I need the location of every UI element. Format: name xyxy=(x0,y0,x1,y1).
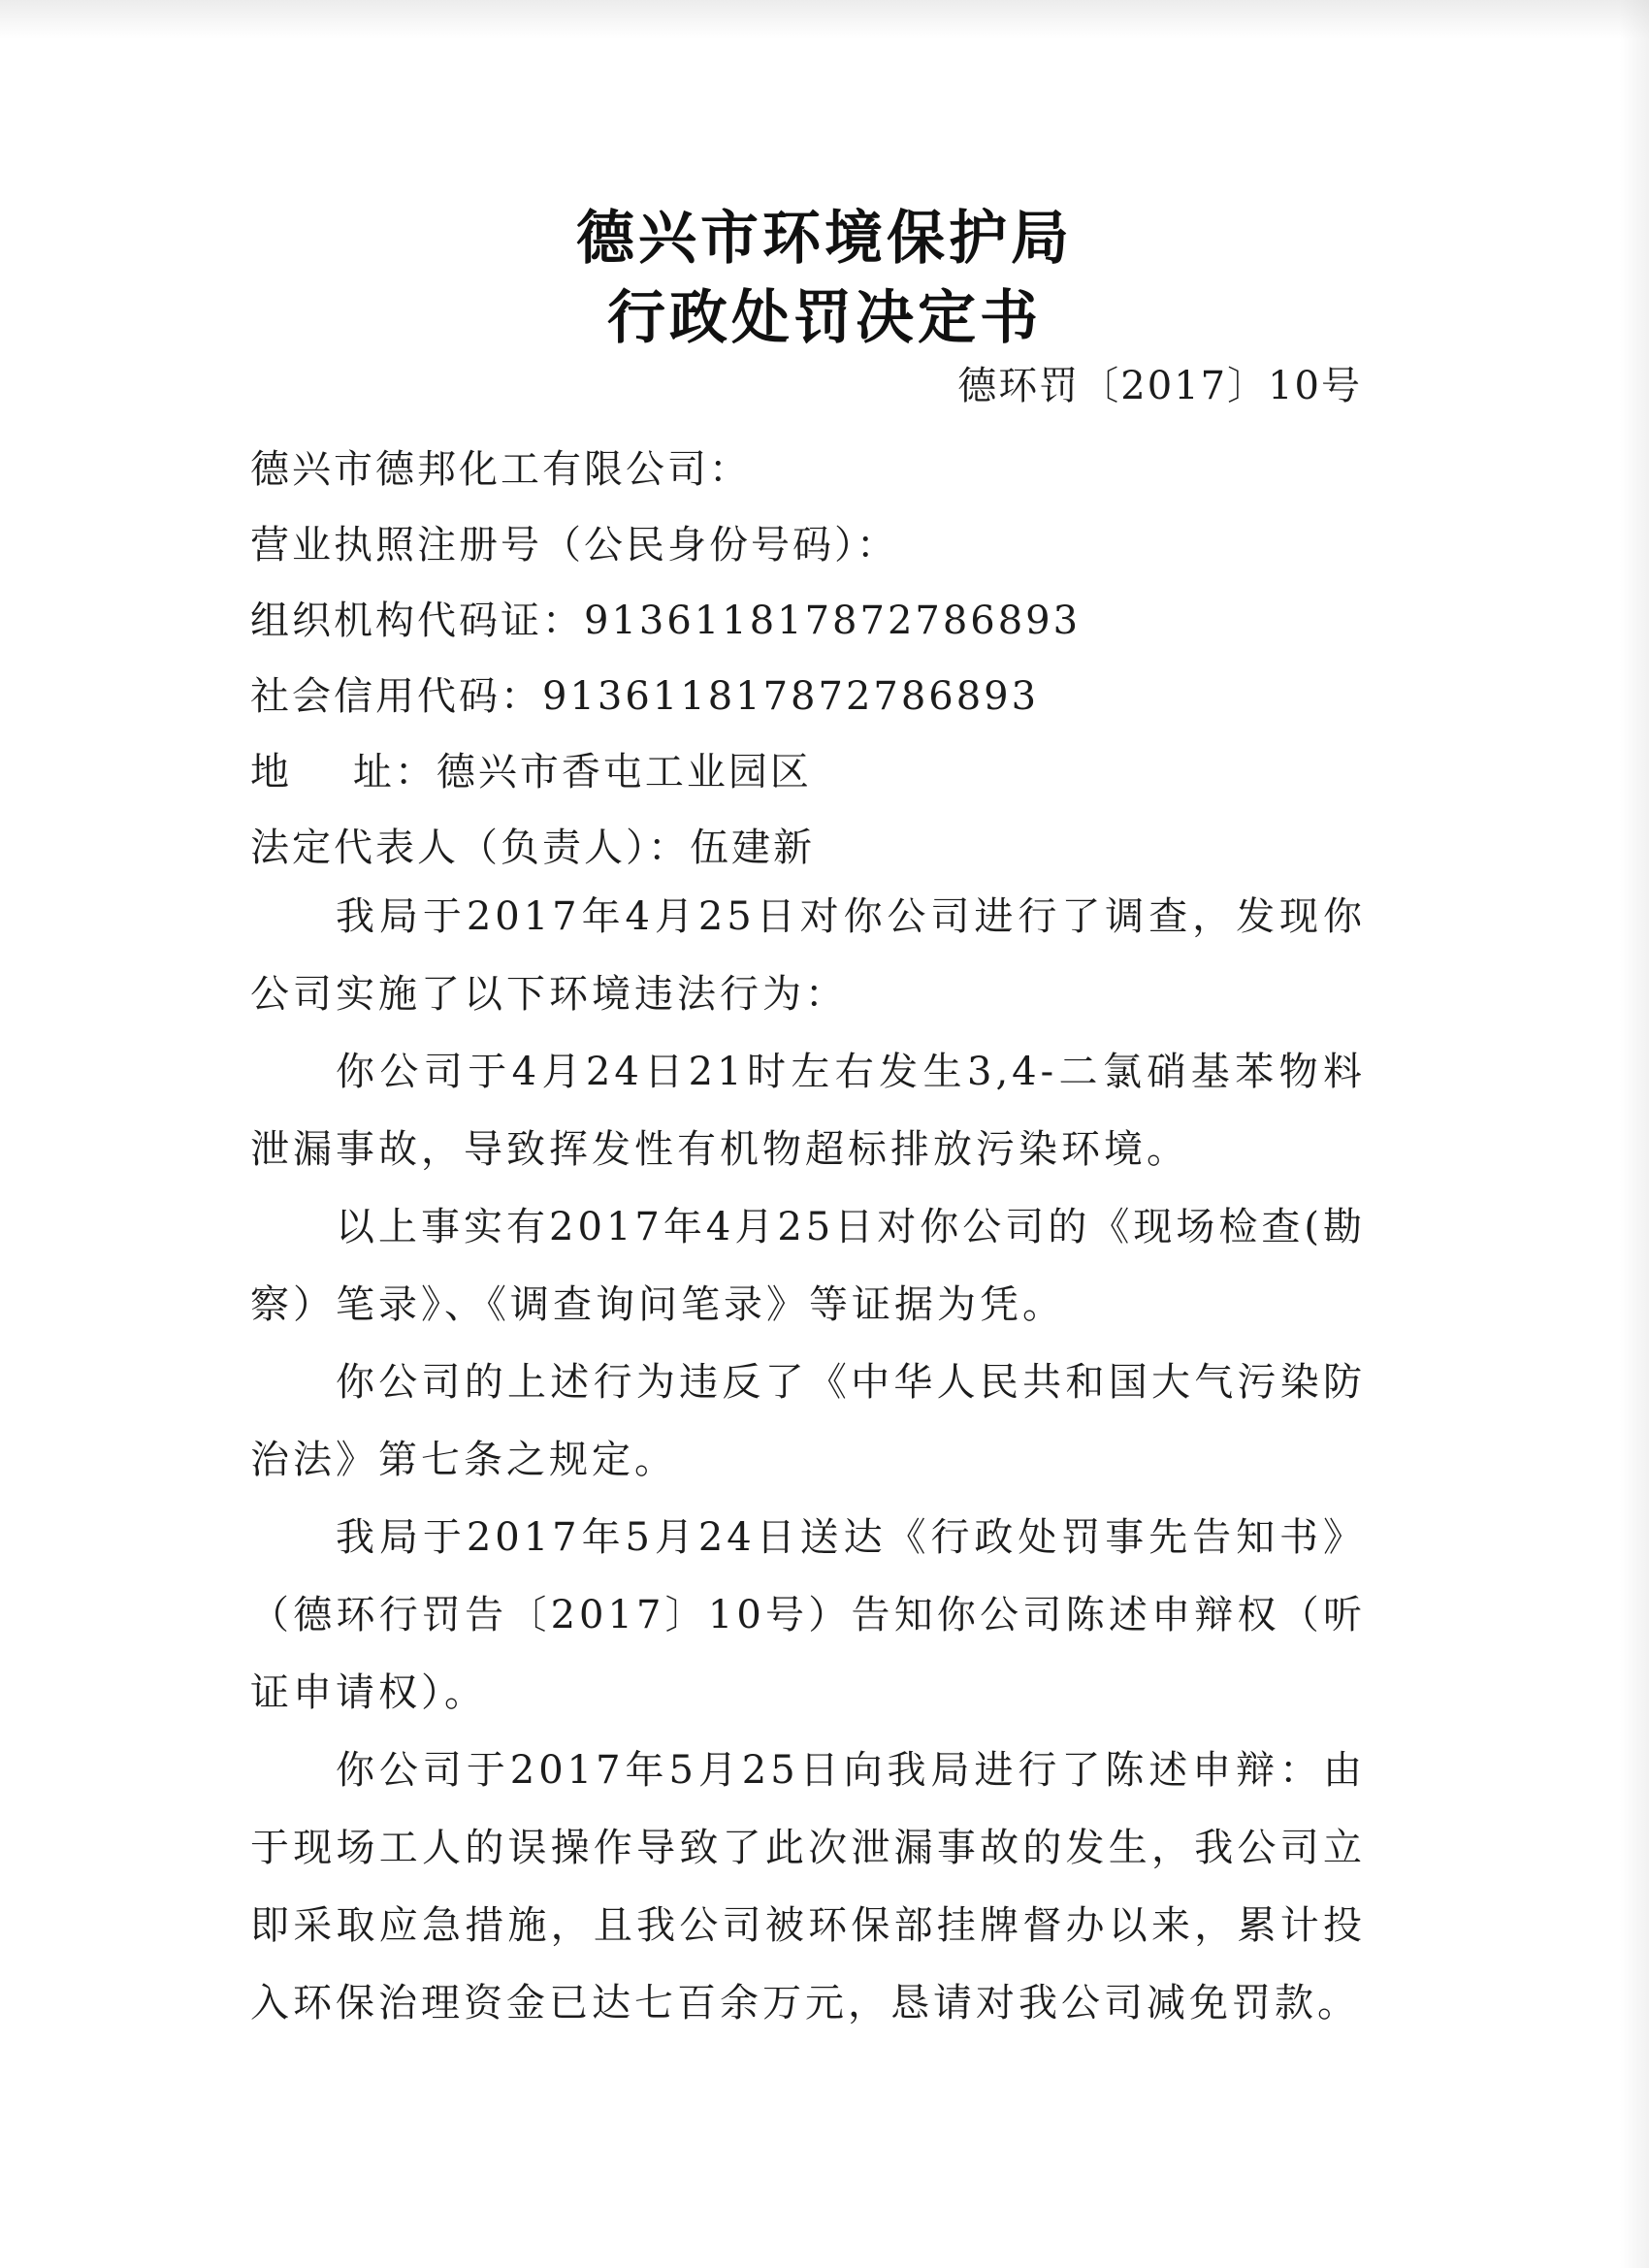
legal-representative-line: 法定代表人（负责人）：伍建新 xyxy=(250,826,815,870)
party-name: 德兴市德邦化工有限公司： xyxy=(250,447,751,492)
paragraph-evidence: 以上事实有2017年4月25日对你公司的《现场检查(勘察）笔录》、《调查询问笔录》等证据为凭。 xyxy=(250,1205,1366,1327)
paragraph-investigation: 我局于2017年4月25日对你公司进行了调查，发现你公司实施了以下环境违法行为： xyxy=(250,894,1366,1017)
scan-shadow-top xyxy=(0,0,1649,39)
paragraph-defense: 你公司于2017年5月25日向我局进行了陈述申辩：由于现场工人的误操作导致了此次泄漏事故的发生，我公司立即采取应急措施，且我公司被环保部挂牌督办以来，累计投入环保治理资金已达七百余万元，恳请对我公司减免罚款。 xyxy=(250,1748,1366,2025)
address-line: 地 址：德兴市香屯工业园区 xyxy=(250,750,812,794)
agency-title: 德兴市环境保护局 xyxy=(576,205,1073,273)
credit-code-line: 社会信用代码：913611817872786893 xyxy=(250,674,1040,719)
org-code-line: 组织机构代码证：913611817872786893 xyxy=(250,599,1082,643)
paragraph-notice: 我局于2017年5月24日送达《行政处罚事先告知书》（德环行罚告〔2017〕10号）告知你公司陈述申辩权（听证申请权）。 xyxy=(250,1515,1366,1715)
license-number-line: 营业执照注册号（公民身份号码）： xyxy=(250,523,898,567)
document-number: 德环罚〔2017〕10号 xyxy=(957,364,1362,408)
paragraph-violation: 你公司于4月24日21时左右发生3,4-二氯硝基苯物料泄漏事故，导致挥发性有机物超标排放污染环境。 xyxy=(250,1050,1366,1172)
paragraph-legal-basis: 你公司的上述行为违反了《中华人民共和国大气污染防治法》第七条之规定。 xyxy=(250,1360,1366,1482)
document-type-title: 行政处罚决定书 xyxy=(607,284,1042,352)
